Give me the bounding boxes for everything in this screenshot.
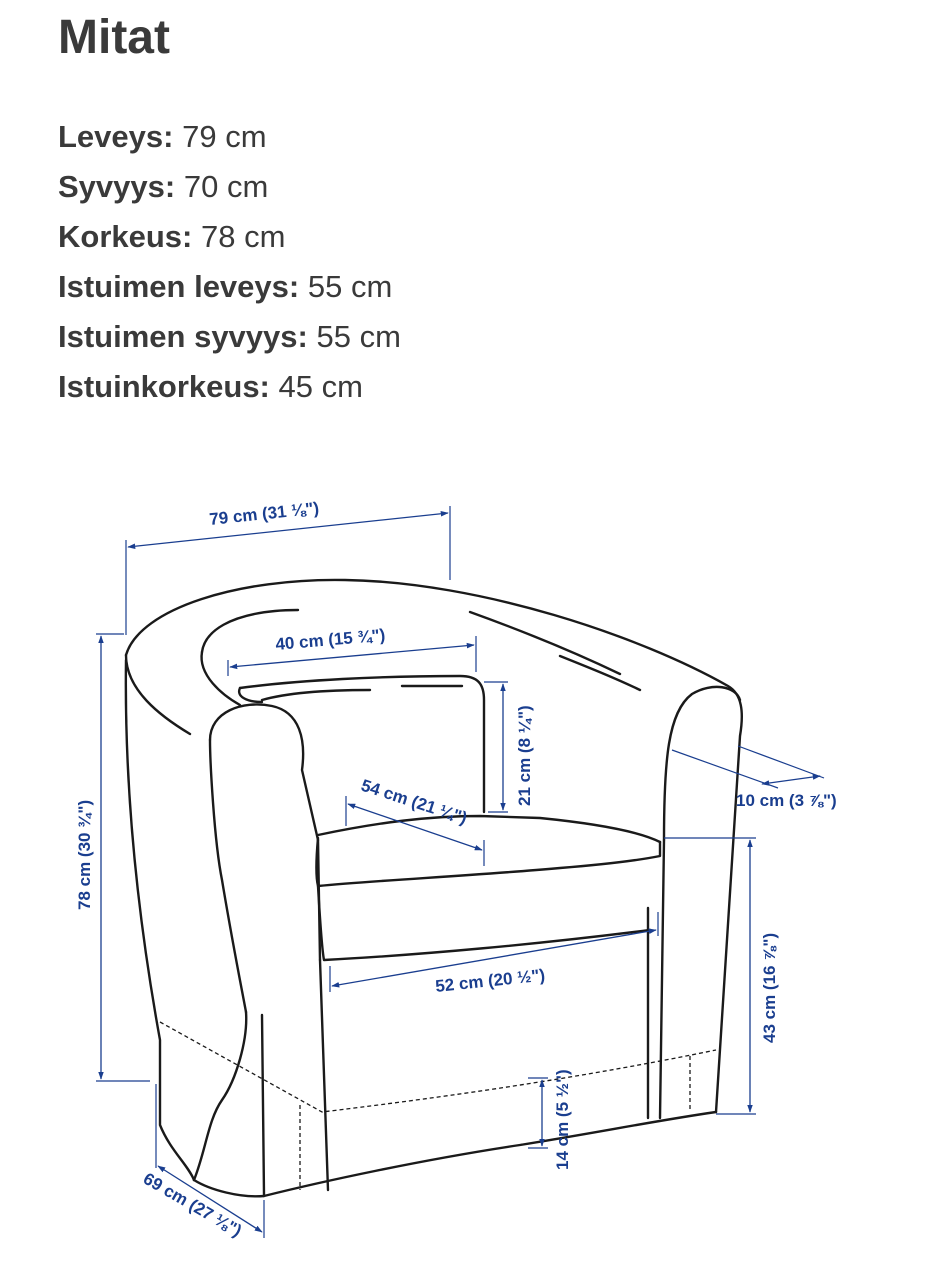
spec-label: Leveys:: [58, 119, 174, 154]
spec-label: Istuinkorkeus:: [58, 369, 270, 404]
spec-value: 70 cm: [183, 169, 269, 204]
dim-label-armrest-width: 10 cm (3 ⅞"): [736, 791, 837, 810]
dim-label-depth-total: 69 cm (27 ⅛"): [140, 1169, 245, 1241]
spec-label: Istuimen leveys:: [58, 269, 300, 304]
page-title: Mitat: [58, 11, 170, 64]
dim-label-width-total: 79 cm (31 ⅛"): [208, 498, 320, 529]
spec-label: Syvyys:: [58, 169, 176, 204]
dim-label-height-total: 78 cm (30 ¾"): [75, 799, 94, 910]
spec-value: 45 cm: [278, 369, 363, 404]
spec-value: 78 cm: [201, 219, 286, 254]
spec-label: Istuimen syvyys:: [58, 319, 308, 354]
dim-label-seat-front-width: 52 cm (20 ½"): [434, 965, 546, 996]
spec-label: Korkeus:: [58, 219, 193, 254]
dim-label-seat-depth: 54 cm (21 ¼"): [358, 775, 470, 828]
spec-value: 55 cm: [316, 319, 401, 354]
spec-value: 55 cm: [307, 269, 393, 304]
dim-label-seat-height: 43 cm (16 ⅞"): [760, 932, 779, 1043]
dim-label-skirt-height: 14 cm (5 ½"): [553, 1069, 572, 1170]
dim-label-back-width: 40 cm (15 ¾"): [274, 625, 387, 654]
spec-value: 79 cm: [182, 119, 267, 154]
dim-label-back-height: 21 cm (8 ¼"): [515, 705, 534, 806]
dimension-lines: [96, 506, 824, 1238]
armchair-drawing: [126, 580, 742, 1196]
